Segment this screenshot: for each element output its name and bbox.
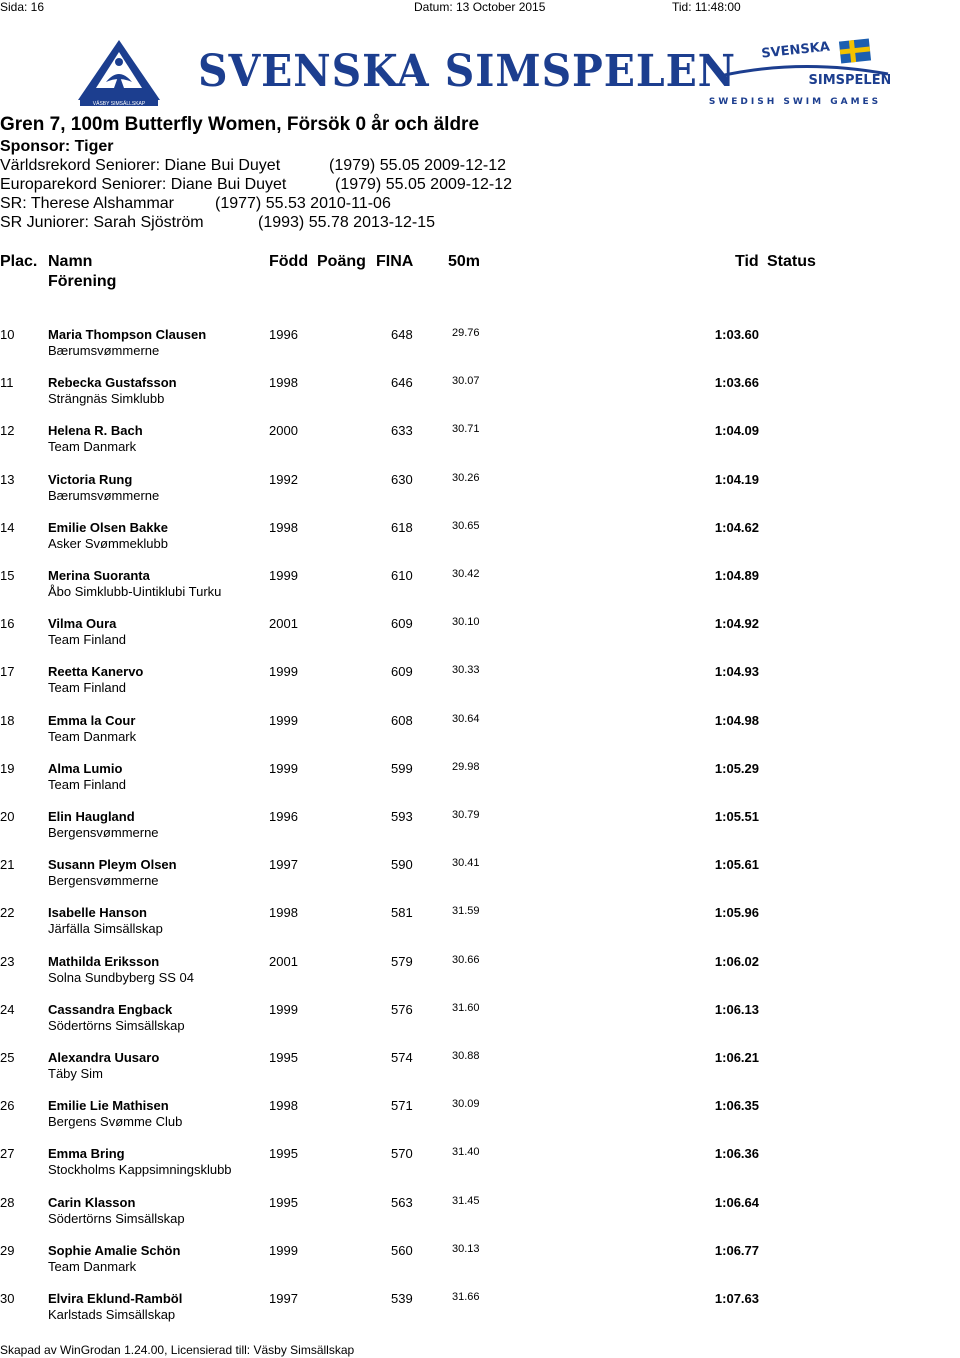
record-label: SR Juniorer: Sarah Sjöström (0, 214, 204, 231)
name-cell: Alma Lumio (48, 760, 123, 776)
split-50m-cell: 30.71 (452, 423, 480, 436)
fina-points-cell: 576 (391, 1001, 413, 1017)
birth-year-cell: 1997 (269, 857, 298, 873)
logo-left-text: VÄSBY SIMSÄLLSKAP (92, 101, 146, 106)
table-row (0, 1002, 960, 1050)
name-cell: Rebecka Gustafsson (48, 375, 177, 391)
split-50m-cell: 30.07 (452, 375, 480, 388)
place-cell: 27 (0, 1146, 15, 1162)
birth-year-cell: 1998 (269, 519, 298, 535)
table-row (0, 1291, 960, 1339)
table-row (0, 1050, 960, 1098)
final-time-cell: 1:05.51 (714, 809, 759, 824)
event-sponsor: Sponsor: Tiger (0, 138, 114, 155)
place-cell: 14 (0, 519, 15, 535)
place-cell: 20 (0, 809, 15, 824)
fina-points-cell: 563 (391, 1194, 413, 1210)
split-50m-cell: 30.13 (452, 1242, 480, 1255)
place-cell: 26 (0, 1098, 15, 1114)
logo-right-top: SVENSKA (760, 39, 831, 62)
final-time-cell: 1:04.93 (714, 664, 759, 680)
club-cell: Södertörns Simsällskap (48, 1210, 185, 1226)
club-cell: Åbo Simklubb-Uintiklubi Turku (48, 584, 222, 599)
birth-year-cell: 2001 (269, 953, 298, 969)
name-cell: Emilie Lie Mathisen (48, 1098, 169, 1114)
col-fina: FINA (376, 253, 414, 270)
club-cell: Team Danmark (48, 728, 137, 744)
final-time-cell: 1:04.89 (714, 568, 759, 583)
club-cell: Strängnäs Simklubb (48, 391, 165, 407)
fina-points-cell: 610 (391, 568, 413, 583)
split-50m-cell: 31.40 (452, 1146, 480, 1159)
birth-year-cell: 1999 (269, 568, 298, 583)
swedish-swim-games-logo (700, 36, 890, 113)
club-cell: Team Danmark (48, 1258, 137, 1274)
name-cell: Alexandra Uusaro (48, 1050, 160, 1065)
place-cell: 15 (0, 568, 15, 583)
table-row (0, 713, 960, 761)
birth-year-cell: 2000 (269, 423, 298, 439)
name-cell: Isabelle Hanson (48, 905, 147, 921)
split-50m-cell: 30.88 (452, 1050, 480, 1062)
table-row (0, 761, 960, 809)
split-50m-cell: 30.10 (452, 616, 480, 629)
table-row (0, 905, 960, 953)
club-cell: Täby Sim (48, 1066, 103, 1081)
page-header-bar (0, 0, 960, 14)
split-50m-cell: 31.59 (452, 905, 480, 918)
fina-points-cell: 618 (391, 519, 413, 535)
final-time-cell: 1:06.36 (714, 1146, 759, 1162)
club-cell: Bergensvømmerne (48, 873, 159, 889)
record-label: SR: Therese Alshammar (0, 195, 174, 212)
birth-year-cell: 1998 (269, 905, 298, 921)
birth-year-cell: 2001 (269, 616, 298, 632)
fina-points-cell: 609 (391, 616, 413, 632)
split-50m-cell: 31.60 (452, 1001, 480, 1014)
birth-year-cell: 1995 (269, 1194, 298, 1210)
final-time-cell: 1:04.98 (714, 712, 759, 728)
fina-points-cell: 633 (391, 423, 413, 439)
table-row (0, 616, 960, 664)
fina-points-cell: 574 (391, 1050, 413, 1065)
place-cell: 19 (0, 760, 15, 776)
name-cell: Merina Suoranta (48, 568, 150, 583)
place-cell: 30 (0, 1291, 15, 1306)
place-cell: 28 (0, 1194, 15, 1210)
fina-points-cell: 608 (391, 712, 413, 728)
split-50m-cell: 30.09 (452, 1098, 480, 1111)
name-cell: Emma la Cour (48, 712, 136, 728)
club-cell: Asker Svømmeklubb (48, 535, 168, 551)
birth-year-cell: 1995 (269, 1146, 298, 1162)
final-time-cell: 1:04.92 (714, 616, 759, 632)
club-cell: Team Finland (48, 632, 127, 648)
birth-year-cell: 1998 (269, 1098, 298, 1114)
birth-year-cell: 1999 (269, 760, 298, 776)
split-50m-cell: 30.65 (452, 519, 480, 532)
final-time-cell: 1:06.77 (714, 1242, 759, 1258)
name-cell: Reetta Kanervo (48, 664, 144, 680)
split-50m-cell: 29.76 (452, 327, 480, 339)
birth-year-cell: 1997 (269, 1291, 298, 1306)
vasby-logo (76, 38, 162, 111)
name-cell: Maria Thompson Clausen (48, 327, 207, 342)
fina-points-cell: 646 (391, 375, 413, 391)
col-fodd: Född (269, 253, 309, 270)
table-row (0, 520, 960, 568)
birth-year-cell: 1999 (269, 664, 298, 680)
fina-points-cell: 579 (391, 953, 413, 969)
print-date: Datum: 13 October 2015 (414, 0, 546, 14)
place-cell: 10 (0, 327, 15, 342)
split-50m-cell: 30.66 (452, 953, 480, 966)
logo-right-bottom: SWEDISH SWIM GAMES (708, 97, 882, 107)
col-namn: Namn (48, 253, 93, 270)
place-cell: 23 (0, 953, 15, 969)
final-time-cell: 1:06.35 (714, 1098, 759, 1114)
table-row (0, 1098, 960, 1146)
birth-year-cell: 1999 (269, 1242, 298, 1258)
table-row (0, 664, 960, 712)
place-cell: 18 (0, 712, 15, 728)
place-cell: 17 (0, 664, 15, 680)
event-title: Gren 7, 100m Butterfly Women, Försök 0 år och äldre (0, 114, 480, 135)
place-cell: 22 (0, 905, 15, 921)
table-row (0, 423, 960, 471)
split-50m-cell: 31.66 (452, 1291, 480, 1303)
fina-points-cell: 630 (391, 471, 413, 487)
club-cell: Bergensvømmerne (48, 825, 159, 840)
birth-year-cell: 1998 (269, 375, 298, 391)
club-cell: Järfälla Simsällskap (48, 921, 163, 937)
club-cell: Solna Sundbyberg SS 04 (48, 969, 194, 985)
split-50m-cell: 29.98 (452, 760, 480, 773)
final-time-cell: 1:07.63 (714, 1291, 759, 1306)
final-time-cell: 1:04.09 (714, 423, 759, 439)
place-cell: 24 (0, 1001, 15, 1017)
fina-points-cell: 609 (391, 664, 413, 680)
place-cell: 11 (0, 375, 14, 391)
table-row (0, 857, 960, 905)
name-cell: Emma Bring (48, 1146, 125, 1162)
club-cell: Bærumsvømmerne (48, 487, 160, 503)
record-value: (1977) 55.53 2010-11-06 (215, 195, 391, 212)
fina-points-cell: 571 (391, 1098, 413, 1114)
final-time-cell: 1:04.62 (714, 519, 759, 535)
final-time-cell: 1:06.64 (714, 1194, 759, 1210)
table-row (0, 472, 960, 520)
name-cell: Sophie Amalie Schön (48, 1242, 181, 1258)
birth-year-cell: 1999 (269, 1001, 298, 1017)
split-50m-cell: 30.41 (452, 857, 480, 870)
final-time-cell: 1:05.29 (714, 760, 759, 776)
name-cell: Vilma Oura (48, 616, 117, 632)
place-cell: 25 (0, 1050, 15, 1065)
name-cell: Elvira Eklund-Ramböl (48, 1291, 183, 1306)
place-cell: 29 (0, 1242, 15, 1258)
table-row (0, 1146, 960, 1194)
club-cell: Team Finland (48, 680, 127, 696)
name-cell: Emilie Olsen Bakke (48, 519, 168, 535)
fina-points-cell: 599 (391, 760, 413, 776)
event-banner: SVENSKA SIMSPELEN (198, 46, 737, 97)
final-time-cell: 1:04.19 (714, 471, 759, 487)
birth-year-cell: 1996 (269, 327, 298, 342)
name-cell: Carin Klasson (48, 1194, 136, 1210)
birth-year-cell: 1996 (269, 809, 298, 824)
place-cell: 12 (0, 423, 15, 439)
split-50m-cell: 30.26 (452, 471, 480, 484)
club-cell: Stockholms Kappsimningsklubb (48, 1162, 232, 1178)
table-row (0, 809, 960, 857)
col-status: Status (767, 253, 816, 270)
final-time-cell: 1:06.21 (714, 1050, 759, 1065)
table-row (0, 1243, 960, 1291)
fina-points-cell: 581 (391, 905, 413, 921)
split-50m-cell: 31.45 (452, 1194, 480, 1207)
table-row (0, 327, 960, 375)
name-cell: Susann Pleym Olsen (48, 857, 177, 873)
split-50m-cell: 30.79 (452, 809, 480, 821)
final-time-cell: 1:03.60 (714, 327, 759, 342)
final-time-cell: 1:06.02 (714, 953, 759, 969)
split-50m-cell: 30.42 (452, 568, 480, 580)
col-split: 50m (448, 253, 481, 270)
col-tid: Tid (735, 253, 759, 270)
footer-credit: Skapad av WinGrodan 1.24.00, Licensierad till: Väsby Simsällskap (0, 1343, 355, 1357)
club-cell: Team Finland (48, 776, 127, 792)
place-cell: 21 (0, 857, 15, 873)
birth-year-cell: 1999 (269, 712, 298, 728)
record-value: (1979) 55.05 2009-12-12 (329, 157, 507, 174)
logo-right-mid: SIMSPELEN (808, 73, 890, 88)
name-cell: Cassandra Engback (48, 1001, 173, 1017)
place-cell: 13 (0, 471, 15, 487)
col-poang: Poäng (317, 253, 366, 270)
club-cell: Bærumsvømmerne (48, 343, 160, 358)
birth-year-cell: 1995 (269, 1050, 298, 1065)
record-label: Världsrekord Seniorer: Diane Bui Duyet (0, 157, 281, 174)
fina-points-cell: 590 (391, 857, 413, 873)
record-label: Europarekord Seniorer: Diane Bui Duyet (0, 176, 287, 193)
place-cell: 16 (0, 616, 15, 632)
col-plac: Plac. (0, 253, 38, 270)
name-cell: Elin Haugland (48, 809, 135, 824)
fina-points-cell: 539 (391, 1291, 413, 1306)
name-cell: Helena R. Bach (48, 423, 143, 439)
fina-points-cell: 593 (391, 809, 413, 824)
table-row (0, 954, 960, 1002)
club-cell: Bergens Svømme Club (48, 1114, 183, 1130)
record-value: (1979) 55.05 2009-12-12 (335, 176, 513, 193)
final-time-cell: 1:05.96 (714, 905, 759, 921)
final-time-cell: 1:06.13 (714, 1001, 759, 1017)
split-50m-cell: 30.33 (452, 664, 480, 677)
club-cell: Team Danmark (48, 439, 137, 455)
table-row (0, 375, 960, 423)
club-cell: Karlstads Simsällskap (48, 1307, 176, 1322)
fina-points-cell: 570 (391, 1146, 413, 1162)
name-cell: Mathilda Eriksson (48, 953, 160, 969)
name-cell: Victoria Rung (48, 471, 133, 487)
fina-points-cell: 648 (391, 327, 413, 342)
table-row (0, 1195, 960, 1243)
birth-year-cell: 1992 (269, 471, 298, 487)
fina-points-cell: 560 (391, 1242, 413, 1258)
col-forening: Förening (48, 273, 117, 290)
page-number: Sida: 16 (0, 0, 45, 14)
final-time-cell: 1:03.66 (714, 375, 759, 391)
club-cell: Södertörns Simsällskap (48, 1017, 185, 1033)
record-value: (1993) 55.78 2013-12-15 (258, 214, 436, 231)
split-50m-cell: 30.64 (452, 712, 480, 725)
print-time: Tid: 11:48:00 (672, 0, 741, 14)
final-time-cell: 1:05.61 (714, 857, 759, 873)
table-row (0, 568, 960, 616)
